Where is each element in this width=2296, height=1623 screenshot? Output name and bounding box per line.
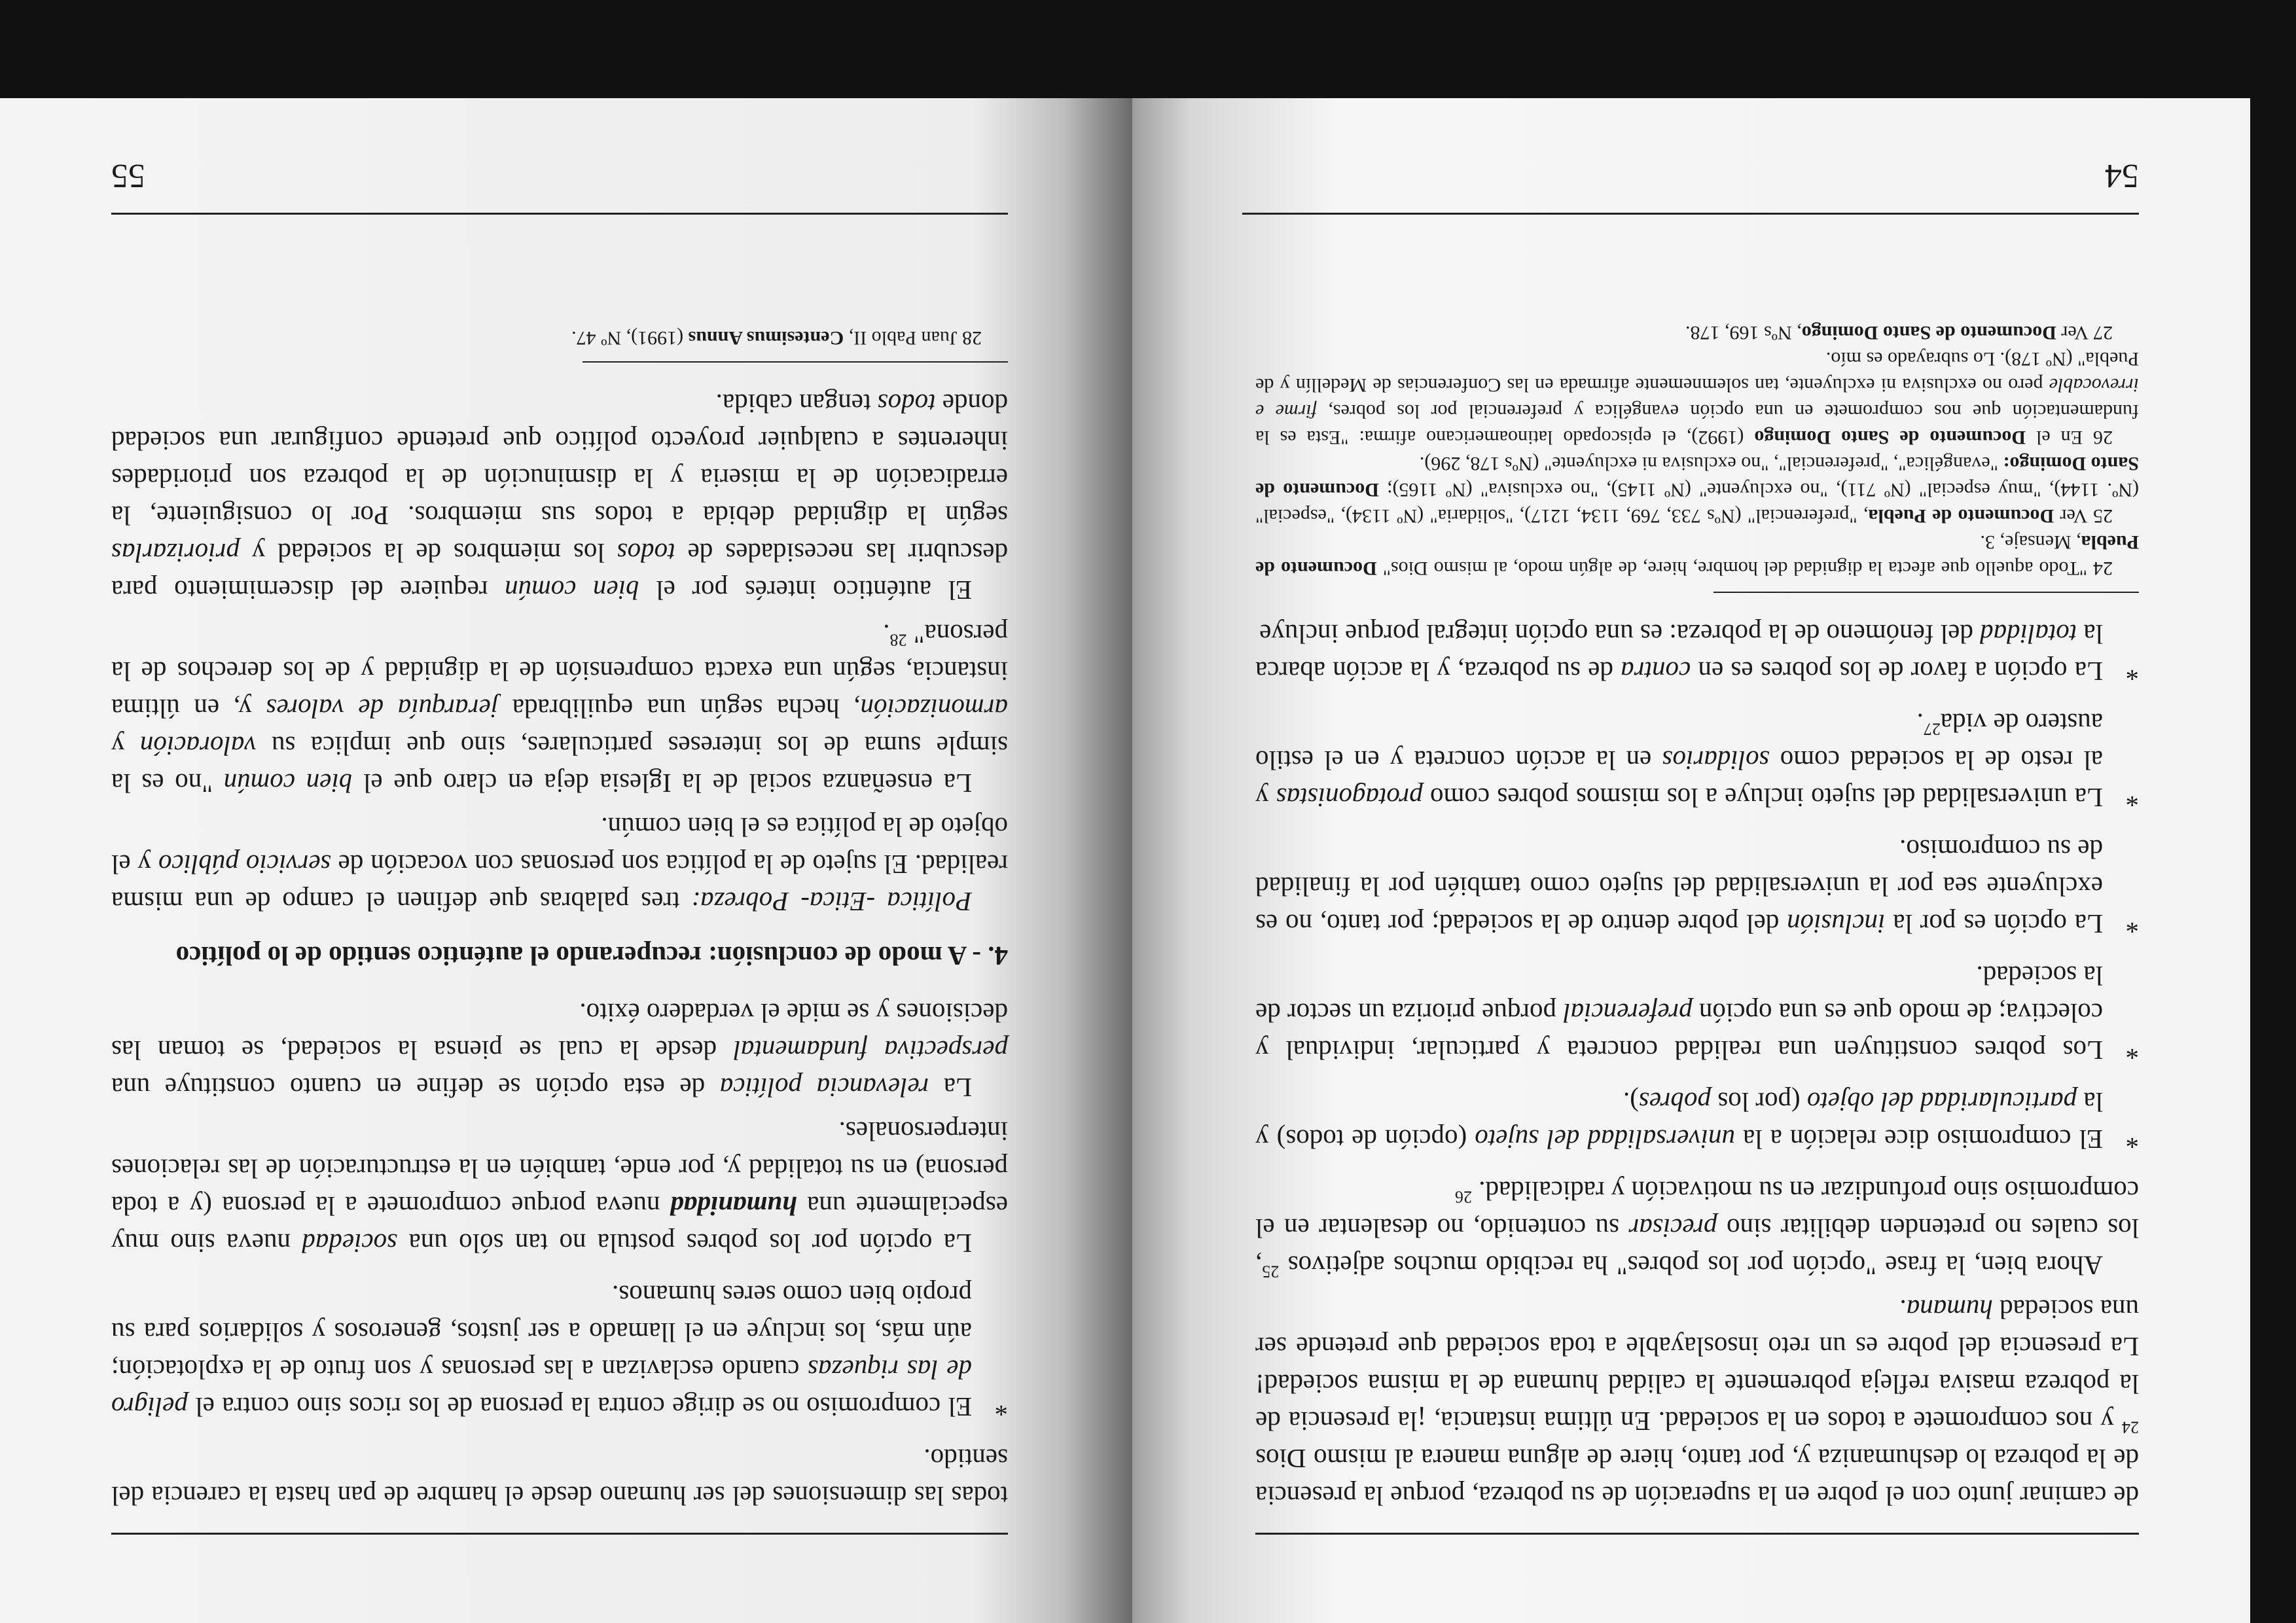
paragraph: La relevancia política de esta opción se define en cuanto constituye una perspectiva fundamental desde la cual se piensa la sociedad, se toman las decisiones y se mide el verdadero éxito.	[111, 998, 1008, 1103]
paragraph: todas las dimensiones del ser humano desde el hambre de pan hasta la carencia del sentido.	[111, 1444, 1008, 1511]
bullet-item: *El compromiso dice relación a la universalidad del sujeto (opción de todos) y la particularidad del objeto (por los pobres).	[1255, 1087, 2139, 1154]
bottom-rule	[1242, 213, 2139, 215]
paragraph: Política -Etica- Pobreza: tres palabras que definen el campo de una misma realidad. El sujeto de la política son personas con vocación de servicio público y el objeto de la política es el bien común.	[111, 812, 1008, 917]
footnote: 28 Juan Pablo II, Centesimus Annus (1991), Nº 47.	[571, 327, 982, 349]
section-heading: 4. - A modo de conclusión: recuperando el auténtico sentido de lo político	[175, 941, 1008, 971]
footnote-rule	[583, 361, 1008, 363]
bullet-item: *La opción es por la inclusión del pobre dentro de la sociedad; por tanto, no es excluyente sea por la universalidad del sujeto como también por la finalidad de su compromiso.	[1255, 834, 2139, 939]
bullet-item: *La universalidad del sujeto incluye a los mismos pobres como protagonistas y al resto de la sociedad como solidarios en la acción concreta y en el estilo austero de vida$^{27}$.	[1255, 708, 2139, 813]
paragraph: de caminar junto con el pobre en la superación de su pobreza, porque la presencia de la pobreza lo deshumaniza y, por tanto, hiere de alguna manera al mismo Dios $^{24}$ y nos compromete a todos en la sociedad. En última instancia, ¡la presencia de la pobreza masiva refleja pobremente la calidad humana de la misma sociedad! La presencia del pobre es un reto insoslayable a toda sociedad que pretende ser una sociedad humana.	[1255, 1294, 2139, 1511]
page-number: 55	[111, 157, 145, 194]
bullet-item: *La opción a favor de los pobres es en contra de su pobreza, y la acción abarca la totalidad del fenómeno de la pobreza: es una opción integral porque incluye	[1255, 619, 2139, 687]
top-rule	[1255, 1533, 2139, 1535]
bottom-rule	[111, 213, 1008, 215]
paragraph: Ahora bien, la frase "opción por los pobres" ha recibido muchos adjetivos $^{25}$, los cuales no pretenden debilitar sino precisar su contenido, no desalentar en el compromiso sino profundizar en su motivación y radicalidad. $^{26}$	[1255, 1176, 2139, 1281]
paragraph: La enseñanza social de la Iglesia deja en claro que el bien común "no es la simple suma de los intereses particulares, sino que implica su valoración y armonización, hecha según una equilibrada jerarquía de valores y, en última instancia, según una exacta comprensión de la dignidad y de los derechos de la persona" $^{28}$.	[111, 619, 1008, 798]
paragraph: El auténtico interés por el bien común requiere del discernimiento para descubrir las necesidades de todos los miembros de la sociedad y priorizarlas según la dignidad debida a todos sus miembros. Por lo consiguiente, la erradicación de la miseria y la disminución de la pobreza son prioridades inherentes a cualquier proyecto político que pretende configurar una sociedad donde todos tengan cabida.	[111, 389, 1008, 605]
page-54	[1111, 98, 2250, 1623]
paragraph: La opción por los pobres postula no tan sólo una sociedad nueva sino muy especialmente una humanidad nueva porque compromete a la persona (y a toda persona) en su totalidad y, por ende, también en la estructuración de las relaciones interpersonales.	[111, 1116, 1008, 1258]
page-number: 54	[2105, 157, 2139, 194]
page-55	[0, 98, 1132, 1623]
footnote: 26 En el Documento de Santo Domingo (1992), el episcopado latinoamericano afirma: "Esta es la fundamentación que nos compromete en una opción evangélica y preferencial por los pobres, firme e irrevocable pero no exclusiva ni excluyente, tan solemnemente afirmada en las Conferencias de Medellín y de Puebla" (Nº 178). Lo subrayado es mío.	[1255, 348, 2139, 448]
footnote: 27 Ver Documento de Santo Domingo, Nºs 169, 178.	[1685, 322, 2113, 344]
top-rule	[111, 1533, 1008, 1535]
footnote: 25 Ver Documento de Puebla, "preferencial" (Nºs 733, 769, 1134, 1217), "solidaria" (Nº 1134), "especial" (Nº. 1144), "muy especial" (Nº 711), "no excluyente" (Nº 1145), "no exclusiva" (Nº 1165); Documento de Santo Domingo: "evangélica", "preferencial", "no exclusiva ni excluyente" (Nºs 178, 296).	[1255, 453, 2139, 527]
bullet-item: *El compromiso no se dirige contra la persona de los ricos sino contra el peligro de las riquezas cuando esclavizan a las personas y son fruto de la explotación; aún más, los incluye en el llamado a ser justos, generosos y solidarios para su propio bien como seres humanos.	[111, 1280, 1008, 1422]
footnote-rule	[1713, 592, 2139, 593]
footnote: 24 "Todo aquello que afecta la dignidad del hombre, hiere, de algún modo, al mismo Dios" Documento de Puebla, Mensaje, 3.	[1255, 531, 2139, 579]
bullet-item: *Los pobres constituyen una realidad concreta y particular, individual y colectiva; de modo que es una opción preferencial porque prioriza un sector de la sociedad.	[1255, 961, 2139, 1065]
